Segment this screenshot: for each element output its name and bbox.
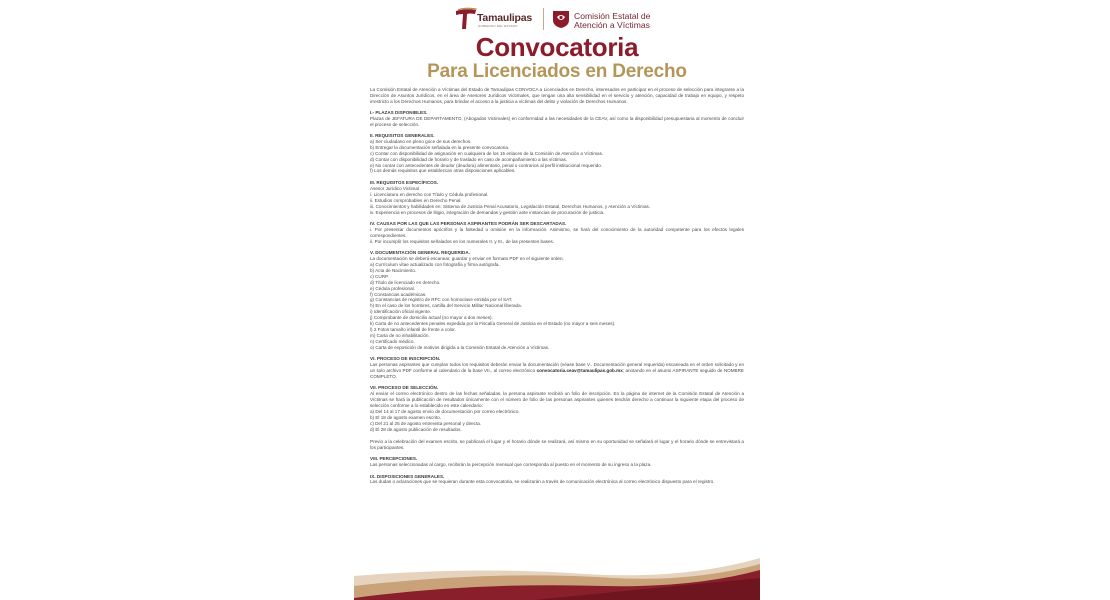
tamaulipas-name: Tamaulipas xyxy=(477,12,532,24)
section-text: Al enviar el correo electrónico dentro de las fechas señaladas, la persona aspirante recibirá un folio de inscripción. En la página de internet de la Comisión Estatal de Atención a Víctimas se hará la publicación de resultados únicamente con el número de folio de las personas aspirantes quienes tendrán derecho a continuar la siguiente etapa del proceso de selección conforme a lo establecido en este calendario: xyxy=(370,391,744,409)
tamaulipas-t-icon xyxy=(455,7,479,31)
section-requisitos-especificos xyxy=(370,180,744,215)
section-plazas xyxy=(370,110,744,128)
list-item: Asesor Jurídico Victimal xyxy=(370,185,419,191)
list-item: b) Entregar la documentación señalada en la presente convocatoria. xyxy=(370,144,510,150)
list-item: La documentación se deberá escanear, guardar y enviar en formato PDF en el siguiente orden. xyxy=(370,256,564,262)
list-item: n) Certificado médico. xyxy=(370,338,415,344)
ceav-shield-icon xyxy=(551,9,571,29)
section-heading: I.- PLAZAS DISPONIBLES. xyxy=(370,109,428,115)
list-item: j) Comprobante de domicilio actual (no mayor a dos meses). xyxy=(370,315,493,321)
header-divider xyxy=(543,8,544,30)
list-item: ii. Estudios comprobables en Derecho Penal. xyxy=(370,197,462,203)
list-item: e) No contar con antecedentes de deudor (deudora) alimentario, penal o contrarios al perfil institucional requerido. xyxy=(370,162,603,168)
section-heading: IX. DISPOSICIONES GENERALES. xyxy=(370,473,445,479)
header xyxy=(354,5,760,33)
section-text: Las dudas o aclaraciones que se requieran durante esta convocatoria, se realizarán a través de comunicación electrónica al correo electrónico dispuesto para el registro. xyxy=(370,479,715,485)
section-heading: VI. PROCESO DE INSCRIPCIÓN. xyxy=(370,356,441,362)
section-text: Las personas seleccionadas al cargo, recibirán la percepción mensual que corresponda al puesto en el momento de su ingreso a la plaza. xyxy=(370,462,652,467)
list-item: b) Acta de Nacimiento. xyxy=(370,267,417,273)
section-causas-descarte xyxy=(370,221,744,245)
list-item: d) Contar con disponibilidad de horario y de traslado en caso de acompañamiento a las víctimas. xyxy=(370,156,568,162)
inscripcion-text-b: ; anotando en el asunto ASPIRANTE seguido de NOMBRE COMPLETO. xyxy=(370,368,744,379)
convocatoria-document xyxy=(354,0,760,600)
list-item: k) Carta de no antecedentes penales expedida por la Fiscalía General de Justicia en el Estado (no mayor a seis meses). xyxy=(370,321,616,327)
document-body xyxy=(370,87,744,491)
section-heading: III. REQUISITOS ESPECÍFICOS. xyxy=(370,179,439,185)
list-item: a) Ser ciudadano en pleno goce de sus derechos. xyxy=(370,138,472,144)
footer-wave-decoration xyxy=(354,548,760,600)
ceav-name-line1: Comisión Estatal de xyxy=(574,11,651,21)
list-item: c) Contar con disponibilidad de asignación en cualquiera de los 15 enlaces de la Comisión de Atención a Víctimas. xyxy=(370,150,604,156)
section-text: i. Por presentar documentos apócrifos y la falsedad u omisión en la información. Asimismo, se hará del conocimiento de la autoridad competente para los efectos legales correspondientes. xyxy=(370,226,744,238)
section-heading: V. DOCUMENTACIÓN GENERAL REQUERIDA. xyxy=(370,250,470,256)
ceav-name-line2: Atención a Víctimas xyxy=(574,20,650,30)
list-item: c) Del 21 al 25 de agosto entrevista personal y directa. xyxy=(370,420,482,426)
list-item: c) CURP. xyxy=(370,273,389,279)
list-item: o) Carta de exposición de motivos dirigida a la Comisión Estatal de Atención a Víctimas. xyxy=(370,344,550,350)
document-subtitle: Para Licenciados en Derecho xyxy=(427,61,687,82)
section-requisitos-generales xyxy=(370,133,744,174)
section-inscripcion xyxy=(370,356,744,380)
list-item: h) En el caso de los hombres, cartilla del Servicio Militar Nacional liberada. xyxy=(370,303,522,309)
section-percepciones xyxy=(370,456,744,468)
list-item: e) Cédula profesional. xyxy=(370,285,415,291)
list-item: a) Del 14 al 17 de agosto envío de documentación por correo electrónico. xyxy=(370,409,520,415)
list-item: i) Identificación oficial vigente. xyxy=(370,309,432,315)
section-note: Previo a la celebración del examen escrito, se publicará el lugar y el horario dónde se realizará, así mismo en su oportunidad se señalará el lugar y el horario dónde se entrevistará a los participantes. xyxy=(370,438,744,450)
section-seleccion xyxy=(370,385,744,450)
tamaulipas-logo xyxy=(455,5,545,33)
section-heading: IV. CAUSAS POR LAS QUE LAS PERSONAS ASPIRANTES PODRÁN SER DESCARTADAS. xyxy=(370,221,567,226)
registration-email-link[interactable]: convocatoria.ceav@tamaulipas.gob.mx xyxy=(536,368,623,374)
section-text: Plazas de JEFATURA DE DEPARTAMENTO, (Abogados Victimales) en conformidad a las necesidades de la CEAV, así como la disponibilidad presupuestaria al momento de concluir el proceso de selección. xyxy=(370,115,744,127)
list-item: b) El 18 de agosto examen escrito. xyxy=(370,414,441,420)
document-title: Convocatoria xyxy=(475,32,639,62)
section-heading: VII. PROCESO DE SELECCIÓN. xyxy=(370,385,439,391)
tamaulipas-tagline: GOBIERNO DEL ESTADO xyxy=(478,24,518,28)
list-item: i. Licenciatura en derecho con Título y Cédula profesional. xyxy=(370,191,489,197)
list-item: l) 2 Fotos tamaño infantil de frente a color. xyxy=(370,327,456,332)
list-item: f) Los demás requisitos que establezcan otras disposiciones aplicables. xyxy=(370,168,516,174)
list-item: g) Constancias de registro de RFC con homoclave emitida por el SAT. xyxy=(370,297,513,303)
intro-paragraph: La Comisión Estatal de Atención a Víctimas del Estado de Tamaulipas CONVOCA a Licenciados en Derecho, interesados en participar en el proceso de selección para integrarse a la Dirección de Asuntos Jurídicos, en el área de Asesores Jurídicos Victimales, que tengan una alta sensibilidad en el servicio y atención, capacidad de trabajo en equipo, y respeto irrestricto a los Derechos Humanos, para brindar el acceso a la justicia a víctimas del delito y violación de Derechos Humanos. xyxy=(370,87,744,104)
section-heading: II. REQUISITOS GENERALES. xyxy=(370,133,435,139)
list-item: iv. Experiencia en procesos de litigio, integración de demandas y gestión ante instancias de procuración de justicia. xyxy=(370,209,605,215)
ceav-logo xyxy=(551,5,661,33)
section-documentacion xyxy=(370,250,744,350)
list-item: d) El 28 de agosto publicación de resultados. xyxy=(370,426,462,432)
section-text: ii. Por incumplir los requisitos señalados en los numerales II. y III., de las presentes bases. xyxy=(370,238,555,244)
list-item: a) Currículum vitae actualizado con fotografía y firma autógrafa. xyxy=(370,262,500,268)
inscripcion-text-a: Las personas aspirantes que cumplan todos los requisitos deberán enviar la documentación (véase base V.. Documentación general requerida) escaneada en el orden solicitado y en un solo archivo PDF conforme al calendario de la base VII., al correo electrónico xyxy=(370,362,744,374)
list-item: m) Carta de no inhabilitación. xyxy=(370,332,430,338)
section-text xyxy=(370,362,744,380)
list-item: f) Constancias académicas. xyxy=(370,291,427,297)
section-disposiciones xyxy=(370,474,744,486)
list-item: iii. Conocimientos y habilidades en: Sistema de Justicia Penal Acusatorio, Legislación Estatal, Derechos Humanos, y Atención a Víctimas. xyxy=(370,203,651,209)
section-heading: VIII. PERCEPCIONES. xyxy=(370,456,418,462)
list-item: d) Título de licenciado en derecho. xyxy=(370,279,441,285)
